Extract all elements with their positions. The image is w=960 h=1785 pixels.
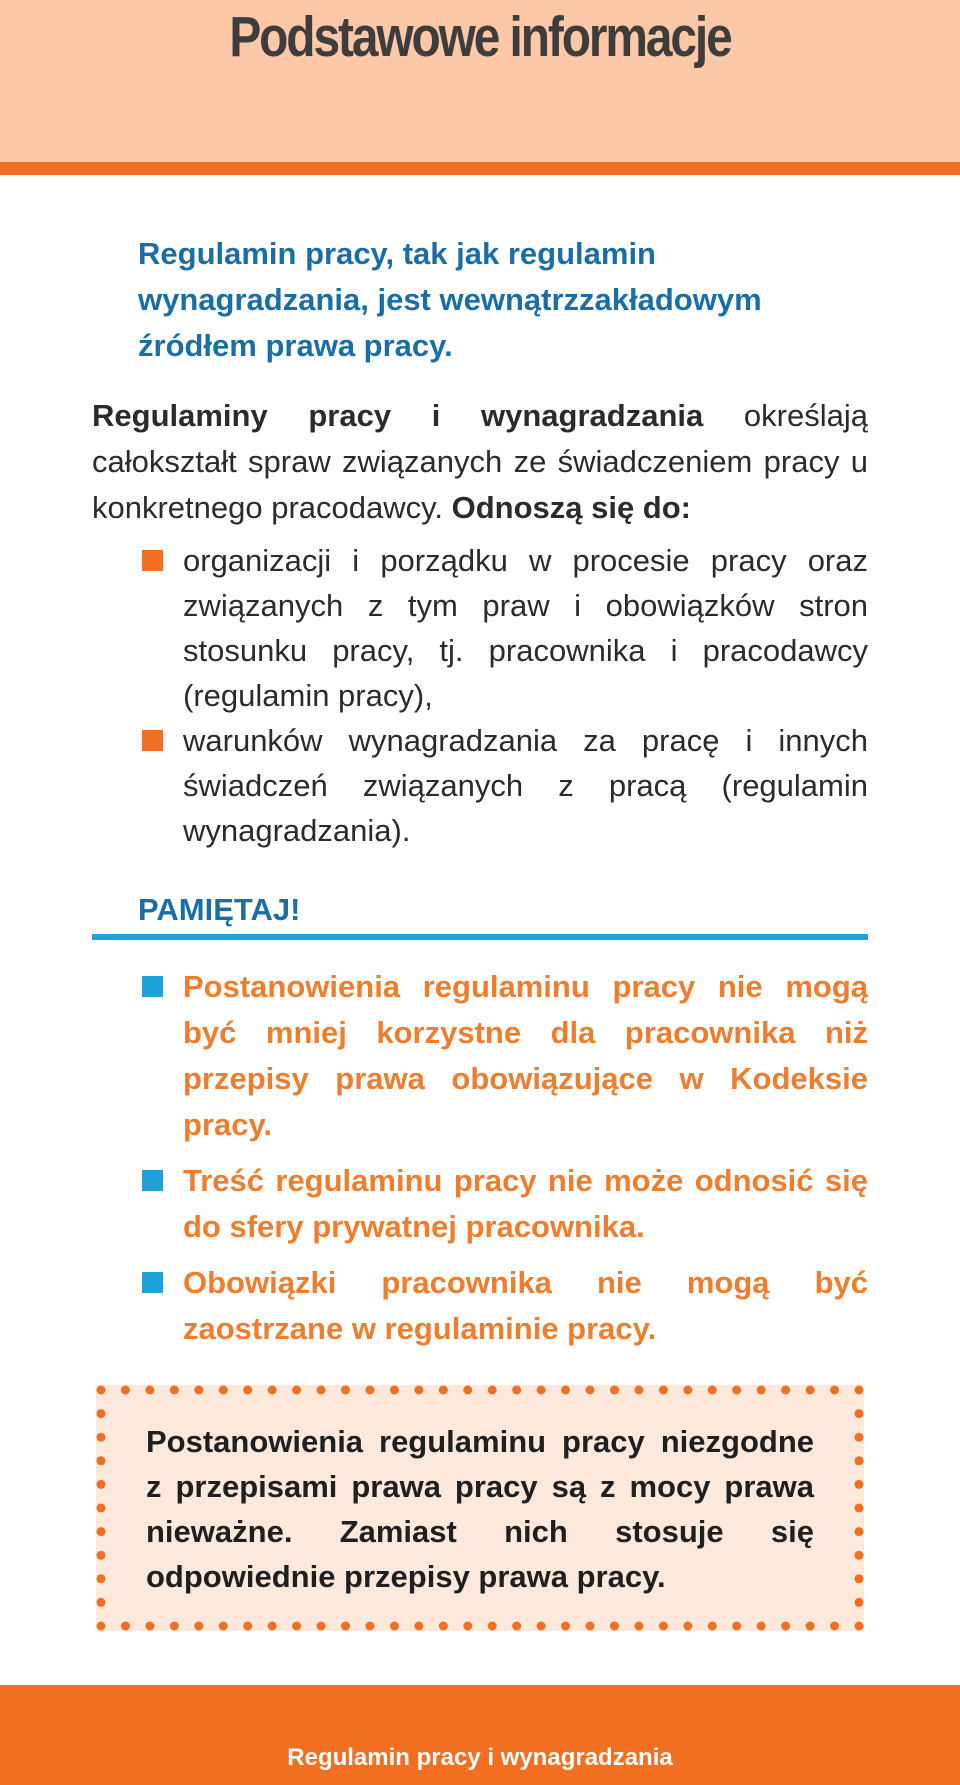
border-dot: [512, 1622, 521, 1631]
border-dot: [170, 1386, 179, 1395]
list-item-text: Obowiązki pracownika nie mogą być zaostrzane w regulaminie pracy.: [183, 1265, 868, 1346]
border-dot: [488, 1622, 497, 1631]
header-divider: [0, 162, 960, 175]
border-dot: [855, 1480, 864, 1489]
border-dot: [97, 1386, 106, 1395]
border-dot: [243, 1386, 252, 1395]
border-dot: [439, 1386, 448, 1395]
border-dot: [610, 1386, 619, 1395]
page-title: Podstawowe informacje: [229, 5, 731, 69]
border-dot: [855, 1409, 864, 1418]
border-dot: [806, 1622, 815, 1631]
list-item: [92, 1158, 868, 1250]
border-dot: [781, 1386, 790, 1395]
border-dot: [610, 1622, 619, 1631]
blue-square-bullet-icon: [142, 1272, 163, 1293]
border-dot: [781, 1622, 790, 1631]
border-dot: [512, 1386, 521, 1395]
border-dot: [683, 1622, 692, 1631]
border-dot: [414, 1622, 423, 1631]
border-dot: [145, 1622, 154, 1631]
border-dot: [561, 1386, 570, 1395]
remember-heading: PAMIĘTAJ!: [138, 892, 301, 927]
list-item-text: Treść regulaminu pracy nie może odnosić się do sfery prywatnej pracownika.: [183, 1163, 868, 1244]
orange-square-bullet-icon: [142, 730, 163, 751]
border-dot: [855, 1551, 864, 1560]
border-dot: [537, 1386, 546, 1395]
border-dot: [855, 1574, 864, 1583]
border-dot: [390, 1622, 399, 1631]
border-dot: [586, 1386, 595, 1395]
list-item-text: organizacji i porządku w procesie pracy oraz związanych z tym praw i obowiązków stron stosunku pracy, tj. pracownika i pracodawcy (regulamin pracy),: [183, 543, 868, 713]
border-dot: [121, 1622, 130, 1631]
remember-list: [92, 964, 868, 1362]
list-item-text: warunków wynagradzania za pracę i innych świadczeń związanych z pracą (regulamin wynagradzania).: [183, 723, 868, 848]
border-dot: [757, 1622, 766, 1631]
border-dot: [317, 1386, 326, 1395]
list-item: [92, 1260, 868, 1352]
border-dot: [806, 1386, 815, 1395]
border-dot: [97, 1409, 106, 1418]
border-dot: [292, 1622, 301, 1631]
paragraph-text: określają całokształt spraw związanych ze świadczeniem pracy u konkretnego pracodawcy.: [92, 398, 868, 525]
border-dot: [97, 1598, 106, 1607]
border-dot: [194, 1386, 203, 1395]
orange-square-bullet-icon: [142, 550, 163, 571]
border-dot: [414, 1386, 423, 1395]
border-dot: [732, 1386, 741, 1395]
list-item: [92, 718, 868, 853]
border-dot: [855, 1598, 864, 1607]
border-dot: [708, 1386, 717, 1395]
scope-list: [92, 538, 868, 853]
border-dot: [97, 1574, 106, 1583]
border-dot: [97, 1456, 106, 1465]
border-dot: [634, 1622, 643, 1631]
border-dot: [708, 1622, 717, 1631]
border-dot: [659, 1622, 668, 1631]
border-dot: [97, 1527, 106, 1536]
border-dot: [341, 1622, 350, 1631]
border-dot: [463, 1622, 472, 1631]
body-paragraph: [92, 393, 868, 531]
remember-divider: [92, 934, 868, 940]
border-dot: [97, 1504, 106, 1513]
border-dot: [219, 1622, 228, 1631]
border-dot: [855, 1433, 864, 1442]
footer-title: Regulamin pracy i wynagradzania: [287, 1744, 673, 1771]
paragraph-bold-lead: Regulaminy pracy i wynagradzania: [92, 398, 704, 433]
border-dot: [268, 1386, 277, 1395]
border-dot: [659, 1386, 668, 1395]
border-dot: [292, 1386, 301, 1395]
list-item-text: Postanowienia regulaminu pracy nie mogą być mniej korzystne dla pracownika niż przepisy prawa obowiązujące w Kodeksie pracy.: [183, 969, 868, 1142]
border-dot: [732, 1622, 741, 1631]
border-dot: [170, 1622, 179, 1631]
paragraph-bold-tail: Odnoszą się do:: [451, 490, 691, 525]
border-dot: [145, 1386, 154, 1395]
page-header: [0, 0, 960, 162]
blue-square-bullet-icon: [142, 1170, 163, 1191]
border-dot: [219, 1386, 228, 1395]
border-dot: [855, 1386, 864, 1395]
list-item: [92, 964, 868, 1148]
border-dot: [855, 1456, 864, 1465]
border-dot: [683, 1386, 692, 1395]
callout-text: Postanowienia regulaminu pracy niezgodne z przepisami prawa pracy są z mocy prawa nieważne. Zamiast nich stosuje się odpowiednie przepisy prawa pracy.: [146, 1424, 814, 1594]
border-dot: [439, 1622, 448, 1631]
blue-square-bullet-icon: [142, 976, 163, 997]
border-dot: [634, 1386, 643, 1395]
intro-statement: Regulamin pracy, tak jak regulamin wynagradzania, jest wewnątrzzakładowym źródłem prawa pracy.: [138, 236, 762, 363]
border-dot: [97, 1551, 106, 1560]
border-dot: [121, 1386, 130, 1395]
border-dot: [390, 1386, 399, 1395]
border-dot: [268, 1622, 277, 1631]
border-dot: [855, 1527, 864, 1536]
border-dot: [97, 1622, 106, 1631]
border-dot: [537, 1622, 546, 1631]
border-dot: [855, 1504, 864, 1513]
border-dot: [830, 1622, 839, 1631]
border-dot: [194, 1622, 203, 1631]
border-dot: [365, 1622, 374, 1631]
border-dot: [97, 1480, 106, 1489]
border-dot: [561, 1622, 570, 1631]
border-dot: [97, 1433, 106, 1442]
list-item: [92, 538, 868, 718]
border-dot: [586, 1622, 595, 1631]
border-dot: [463, 1386, 472, 1395]
border-dot: [243, 1622, 252, 1631]
border-dot: [757, 1386, 766, 1395]
border-dot: [341, 1386, 350, 1395]
border-dot: [855, 1622, 864, 1631]
border-dot: [488, 1386, 497, 1395]
border-dot: [317, 1622, 326, 1631]
border-dot: [830, 1386, 839, 1395]
border-dot: [365, 1386, 374, 1395]
